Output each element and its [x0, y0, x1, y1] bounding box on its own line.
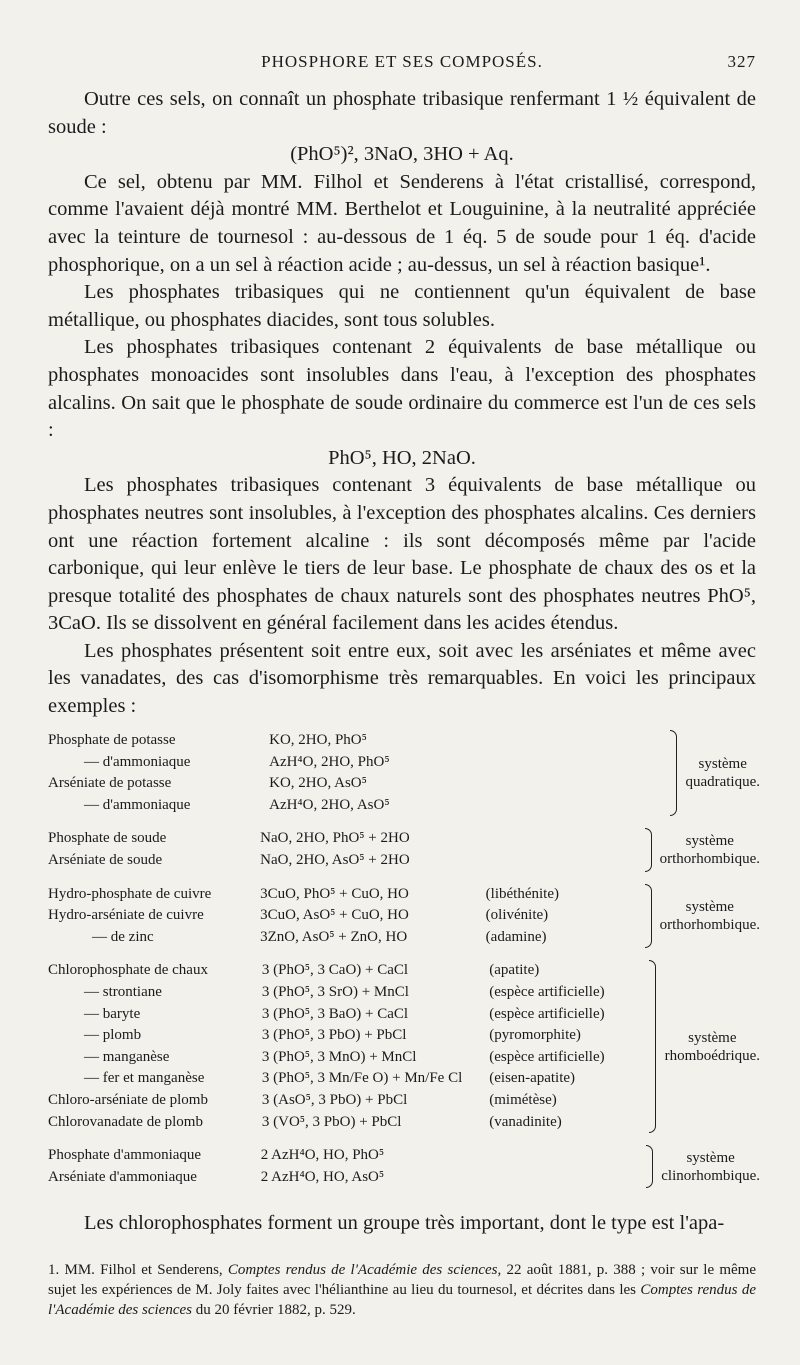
footnote-mid: 22 août 1881, p. 388 ; voir sur le même sujet les expériences de M. Joly faites avec l'hélianthine au lieu du tournesol, et décrites dans les [48, 1262, 757, 1298]
paragraph-4: Les phosphates tribasiques contenant 2 équivalents de base métallique ou phosphates monoacides sont insolubles dans l'eau, à l'exception des phosphates alcalins. On sait que le phosphate de soude ordinaire du commerce est l'un de ces sels : [48, 336, 756, 442]
compound-name: — manganèse [84, 1048, 170, 1065]
crystal-system-label: système [698, 756, 747, 773]
group-orthorhombique-2 [48, 884, 760, 949]
compound-name: Hydro-phosphate de cuivre [48, 885, 212, 902]
main-text [48, 86, 756, 721]
compound-formula: 3 (VO⁵, 3 PbO) + PbCl [261, 1113, 402, 1130]
footnote-journal-2: Comptes rendus de l'Académie des sciences [48, 1282, 756, 1318]
compound-name: Arséniate d'ammoniaque [48, 1168, 197, 1185]
page-number: 327 [727, 52, 756, 71]
compound-name: — d'ammoniaque [84, 796, 191, 813]
running-header [48, 52, 756, 76]
paragraph-1: Outre ces sels, on connaît un phosphate tribasique renfermant 1 ½ équivalent de soude : [48, 88, 756, 138]
header-title: PHOSPHORE ET SES COMPOSÉS. [261, 52, 543, 71]
group-rhomboedrique [48, 960, 760, 1133]
compound-name: Hydro-arséniate de cuivre [48, 907, 204, 924]
footnote-tail: du 20 février 1882, p. 529. [195, 1302, 356, 1318]
compound-formula: 3CuO, PhO⁵ + CuO, HO [260, 885, 409, 902]
compound-formula: 3 (PhO⁵, 3 SrO) + MnCl [261, 983, 409, 1000]
group-clinorhombique [48, 1145, 760, 1188]
compound-formula: KO, 2HO, PhO⁵ [269, 732, 367, 748]
isomorphism-table [48, 730, 760, 1200]
footnote-journal-1: Comptes rendus de l'Académie des sciences, [227, 1262, 502, 1278]
footnote-separator [48, 1246, 756, 1247]
compound-formula: 3ZnO, AsO⁵ + ZnO, HO [260, 928, 408, 945]
compound-formula: NaO, 2HO, PhO⁵ + 2HO [260, 830, 410, 847]
group-brace [639, 884, 660, 949]
crystal-system-name: rhomboédrique. [664, 1047, 761, 1064]
paragraph-3: Les phosphates tribasiques qui ne contiennent qu'un équivalent de base métallique, ou phosphates diacides, sont tous solubles. [48, 281, 756, 331]
compound-formula: 3 (PhO⁵, 3 MnO) + MnCl [261, 1048, 417, 1065]
compound-formula: 2 AzH⁴O, HO, PhO⁵ [260, 1147, 385, 1164]
compound-formula: 3CuO, AsO⁵ + CuO, HO [260, 907, 409, 924]
formula-sodium-phosphate: PhO⁵, HO, 2NaO. [328, 446, 476, 469]
compound-name: Chlorophosphate de chaux [48, 962, 208, 979]
paragraph-5: Les phosphates tribasiques contenant 3 équivalents de base métallique ou phosphates neutres sont insolubles, à l'exception des phosphates alcalins. Ces derniers ont une réaction fortement alcaline : ils sont décomposés même par l'acide carbonique, qui leur enlève le tiers de leur base. Le phosphate de chaux des os et la presque totalité des phosphates de chaux naturels sont des phosphates neutres PhO⁵, 3CaO. Ils se dissolvent en général facilement dans les acides étendus. [48, 474, 756, 635]
paragraph-6: Les phosphates présentent soit entre eux, soit avec les arséniates et même avec les vanadates, des cas d'isomorphisme très remarquables. En voici les principaux exemples : [48, 639, 756, 718]
paragraph-7: Les chlorophosphates forment un groupe très important, dont le type est l'apa- [84, 1212, 725, 1234]
mineral-name: (mimétèse) [489, 1091, 557, 1108]
crystal-system-label: système [688, 1029, 737, 1046]
group-orthorhombique-1 [48, 828, 760, 871]
crystal-system-label: système [685, 898, 734, 915]
group-brace [664, 730, 686, 816]
crystal-system-name: clinorhombique. [661, 1167, 760, 1184]
group-brace [639, 828, 660, 871]
mineral-name: (adamine) [485, 928, 547, 945]
compound-name: — plomb [84, 1027, 142, 1044]
crystal-system-label: système [685, 832, 734, 849]
compound-formula: KO, 2HO, AsO⁵ [269, 775, 367, 792]
compound-name: Phosphate de potasse [48, 732, 176, 748]
compound-name: Phosphate de soude [48, 830, 167, 847]
compound-name: — d'ammoniaque [84, 753, 191, 770]
mineral-name: (pyromorphite) [489, 1027, 581, 1044]
mineral-name: (libéthénite) [485, 885, 559, 902]
mineral-name: (espèce artificielle) [489, 1048, 605, 1065]
compound-name: — strontiane [84, 983, 162, 1000]
paragraph-2: Ce sel, obtenu par MM. Filhol et Senderens à l'état cristallisé, correspond, comme l'avaient déjà montré MM. Berthelot et Louguinine, à la neutralité appréciée avec la teinture de tournesol : au-dessous de 1 éq. 5 de soude pour 1 éq. d'acide phosphorique, on a un sel à réaction acide ; au-dessus, un sel à réaction basique¹. [48, 170, 756, 276]
compound-formula: 3 (PhO⁵, 3 BaO) + CaCl [261, 1005, 409, 1022]
footnote [48, 1260, 756, 1320]
compound-name: Chloro-arséniate de plomb [48, 1091, 208, 1108]
compound-formula: 2 AzH⁴O, HO, AsO⁵ [260, 1168, 385, 1185]
compound-name: Chlorovanadate de plomb [48, 1113, 203, 1130]
group-quadratique [48, 730, 760, 816]
compound-formula: 3 (AsO⁵, 3 PbO) + PbCl [261, 1091, 408, 1108]
compound-formula: 3 (PhO⁵, 3 Mn/Fe O) + Mn/Fe Cl [261, 1070, 463, 1087]
crystal-system-name: orthorhombique. [659, 850, 760, 867]
compound-name: Phosphate d'ammoniaque [48, 1147, 202, 1164]
group-brace [643, 960, 664, 1133]
compound-name: Arséniate de potasse [48, 775, 172, 792]
compound-name: — de zinc [92, 928, 154, 945]
mineral-name: (apatite) [489, 962, 540, 979]
compound-formula: 3 (PhO⁵, 3 PbO) + PbCl [261, 1027, 407, 1044]
compound-name: — baryte [84, 1005, 141, 1022]
formula-sesquisodium: (PhO⁵)², 3NaO, 3HO + Aq. [290, 143, 514, 166]
closing-paragraph [48, 1210, 756, 1237]
group-brace [640, 1145, 661, 1188]
crystal-system-label: système [686, 1149, 735, 1166]
compound-name: Arséniate de soude [48, 851, 163, 868]
compound-name: — fer et manganèse [84, 1070, 205, 1087]
compound-formula: NaO, 2HO, AsO⁵ + 2HO [260, 851, 410, 868]
crystal-system-name: quadratique. [685, 774, 760, 791]
mineral-name: (espèce artificielle) [489, 983, 605, 1000]
compound-formula: AzH⁴O, 2HO, AsO⁵ [269, 796, 390, 813]
mineral-name: (espèce artificielle) [489, 1005, 605, 1022]
mineral-name: (eisen-apatite) [489, 1070, 576, 1087]
mineral-name: (vanadinite) [489, 1113, 562, 1130]
mineral-name: (olivénite) [485, 907, 549, 924]
crystal-system-name: orthorhombique. [659, 916, 760, 933]
compound-formula: AzH⁴O, 2HO, PhO⁵ [269, 753, 390, 770]
compound-formula: 3 (PhO⁵, 3 CaO) + CaCl [261, 962, 409, 979]
footnote-lead: 1. MM. Filhol et Senderens, [48, 1262, 223, 1278]
